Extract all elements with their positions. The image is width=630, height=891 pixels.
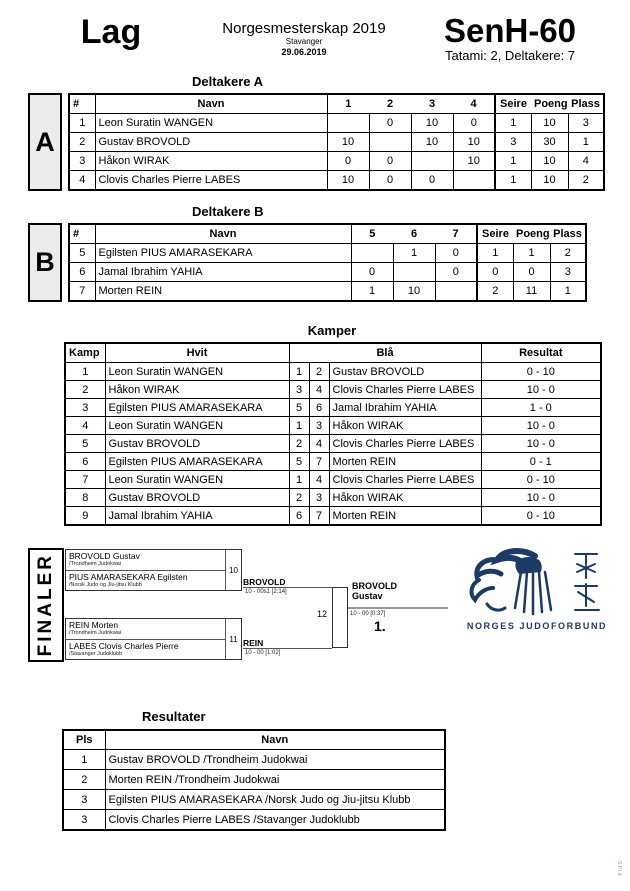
pool-b-block xyxy=(28,223,630,302)
blue-seed-cell: 7 xyxy=(309,453,329,471)
col-navn: Navn xyxy=(95,224,351,244)
score-cell: 10 xyxy=(453,133,495,152)
white-seed-cell: 5 xyxy=(289,453,309,471)
pool-b-title: Deltakere B xyxy=(192,204,264,219)
white-name-cell: Egilsten PIUS AMARASEKARA xyxy=(105,399,289,417)
seire-cell: 1 xyxy=(495,152,531,171)
col-seire: Seire xyxy=(477,224,513,244)
white-name-cell: Gustav BROVOLD xyxy=(105,489,289,507)
col-navn: Navn xyxy=(95,94,327,114)
score-cell xyxy=(351,244,393,263)
blue-seed-cell: 4 xyxy=(309,471,329,489)
blue-seed-cell: 4 xyxy=(309,381,329,399)
match-row xyxy=(65,489,601,507)
place-cell: 1 xyxy=(63,750,105,770)
player-name: LABES Clovis Charles Pierre xyxy=(69,640,179,651)
score-cell xyxy=(327,114,369,133)
match-row xyxy=(65,471,601,489)
pool-a-letter: A xyxy=(28,93,62,191)
col-plass: Plass xyxy=(550,224,586,244)
blue-seed-cell: 3 xyxy=(309,417,329,435)
score-cell: 0 xyxy=(369,171,411,191)
blue-name-cell: Clovis Charles Pierre LABES xyxy=(329,381,481,399)
federation-name: NORGES JUDOFORBUND xyxy=(466,621,608,631)
col-num: # xyxy=(69,224,95,244)
score-cell: 10 xyxy=(411,114,453,133)
col-bla: Blå xyxy=(289,343,481,363)
white-seed-cell: 6 xyxy=(289,507,309,526)
final-match-number: 12 xyxy=(317,609,328,619)
match-row xyxy=(65,399,601,417)
plass-cell: 3 xyxy=(550,263,586,282)
score-cell xyxy=(393,263,435,282)
white-name-cell: Leon Suratin WANGEN xyxy=(105,471,289,489)
table-header-row xyxy=(69,94,604,114)
plass-cell: 2 xyxy=(568,171,604,191)
col-7: 7 xyxy=(435,224,477,244)
name-cell: Clovis Charles Pierre LABES /Stavanger Judoklubb xyxy=(105,810,445,831)
final-connector xyxy=(332,587,348,648)
col-4: 4 xyxy=(453,94,495,114)
score-cell: 10 xyxy=(411,133,453,152)
seire-cell: 2 xyxy=(477,282,513,302)
score-cell: 0 xyxy=(351,263,393,282)
blue-name-cell: Morten REIN xyxy=(329,453,481,471)
match-number: 10 xyxy=(225,550,241,590)
final-winner-name xyxy=(352,581,397,601)
poeng-cell: 30 xyxy=(531,133,568,152)
final-winner-line1: BROVOLD xyxy=(352,581,397,591)
white-seed-cell: 1 xyxy=(289,363,309,381)
score-cell: 0 xyxy=(435,263,477,282)
player-name: REIN Morten xyxy=(69,620,119,630)
result-cell: 0 - 1 xyxy=(481,453,601,471)
pool-b-letter: B xyxy=(28,223,62,302)
pool-a-block xyxy=(28,93,630,191)
blue-name-cell: Morten REIN xyxy=(329,507,481,526)
finals-bracket xyxy=(0,546,630,692)
final-winner-line2: Gustav xyxy=(352,591,383,601)
score-cell: 10 xyxy=(453,152,495,171)
poeng-cell: 11 xyxy=(513,282,550,302)
category-title: SenH-60 xyxy=(443,12,577,49)
name-cell: Morten REIN xyxy=(95,282,351,302)
rank-cell: 4 xyxy=(69,171,95,191)
score-cell xyxy=(435,282,477,302)
semifinal-1-winner: BROVOLD xyxy=(243,573,332,588)
table-row xyxy=(69,171,604,191)
semifinal-1-box xyxy=(65,549,242,591)
col-hvit: Hvit xyxy=(105,343,289,363)
seire-cell: 0 xyxy=(477,263,513,282)
score-cell: 10 xyxy=(327,133,369,152)
table-row xyxy=(69,133,604,152)
kamper-table xyxy=(64,342,602,526)
table-row xyxy=(69,282,586,302)
white-seed-cell: 1 xyxy=(289,471,309,489)
rank-cell: 6 xyxy=(69,263,95,282)
match-row xyxy=(65,507,601,526)
tatami-info: Tatami: 2, Deltakere: 7 xyxy=(444,48,576,63)
white-name-cell: Jamal Ibrahim YAHIA xyxy=(105,507,289,526)
results-table xyxy=(62,729,446,831)
col-poeng: Poeng xyxy=(513,224,550,244)
score-cell: 1 xyxy=(393,244,435,263)
blue-name-cell: Clovis Charles Pierre LABES xyxy=(329,435,481,453)
rank-cell: 1 xyxy=(69,114,95,133)
result-row xyxy=(63,790,445,810)
score-cell: 1 xyxy=(351,282,393,302)
blue-name-cell: Gustav BROVOLD xyxy=(329,363,481,381)
match-row xyxy=(65,417,601,435)
result-cell: 10 - 0 xyxy=(481,381,601,399)
seire-cell: 1 xyxy=(477,244,513,263)
place-cell: 3 xyxy=(63,790,105,810)
category-block xyxy=(412,14,608,64)
federation-logo-block xyxy=(452,546,622,631)
col-5: 5 xyxy=(351,224,393,244)
match-row xyxy=(65,363,601,381)
name-cell: Clovis Charles Pierre LABES xyxy=(95,171,327,191)
result-row xyxy=(63,770,445,790)
score-cell: 0 xyxy=(369,152,411,171)
white-name-cell: Leon Suratin WANGEN xyxy=(105,363,289,381)
name-cell: Morten REIN /Trondheim Judokwai xyxy=(105,770,445,790)
table-header-row xyxy=(63,730,445,750)
page-header xyxy=(0,0,630,64)
semifinal-1-result: 10 - 00s1 [2:14] xyxy=(245,589,287,595)
pool-a-table xyxy=(68,93,605,191)
seire-cell: 3 xyxy=(495,133,531,152)
place-cell: 3 xyxy=(63,810,105,831)
result-row xyxy=(63,750,445,770)
event-name: Norgesmesterskap 2019 xyxy=(222,20,386,37)
finals-label-box xyxy=(28,548,64,662)
result-cell: 10 - 0 xyxy=(481,417,601,435)
seire-cell: 1 xyxy=(495,114,531,133)
name-cell: Håkon WIRAK xyxy=(95,152,327,171)
blue-seed-cell: 4 xyxy=(309,435,329,453)
white-seed-cell: 2 xyxy=(289,435,309,453)
col-kamp: Kamp xyxy=(65,343,105,363)
match-num-cell: 3 xyxy=(65,399,105,417)
col-poeng: Poeng xyxy=(531,94,568,114)
kamper-title: Kamper xyxy=(307,323,357,338)
event-block xyxy=(196,14,412,57)
name-cell: Egilsten PIUS AMARASEKARA xyxy=(95,244,351,263)
score-cell: 0 xyxy=(369,114,411,133)
rank-cell: 7 xyxy=(69,282,95,302)
white-name-cell: Gustav BROVOLD xyxy=(105,435,289,453)
table-row xyxy=(69,114,604,133)
player-name: BROVOLD Gustav xyxy=(69,551,140,561)
score-cell: 10 xyxy=(327,171,369,191)
poeng-cell: 10 xyxy=(531,152,568,171)
player-club: /Trondheim Judokwai xyxy=(69,630,122,636)
match-num-cell: 9 xyxy=(65,507,105,526)
blue-seed-cell: 6 xyxy=(309,399,329,417)
white-name-cell: Håkon WIRAK xyxy=(105,381,289,399)
semifinal-2-result: 10 - 00 [1:02] xyxy=(245,650,281,656)
place-cell: 2 xyxy=(63,770,105,790)
event-city: Stavanger xyxy=(285,37,323,46)
blue-name-cell: Jamal Ibrahim YAHIA xyxy=(329,399,481,417)
white-name-cell: Egilsten PIUS AMARASEKARA xyxy=(105,453,289,471)
result-cell: 10 - 0 xyxy=(481,435,601,453)
col-num: # xyxy=(69,94,95,114)
plass-cell: 3 xyxy=(568,114,604,133)
bracket-player xyxy=(66,619,225,639)
poeng-cell: 0 xyxy=(513,263,550,282)
match-row xyxy=(65,453,601,471)
name-cell: Gustav BROVOLD /Trondheim Judokwai xyxy=(105,750,445,770)
bracket-player xyxy=(66,639,225,660)
blue-name-cell: Håkon WIRAK xyxy=(329,489,481,507)
blue-name-cell: Håkon WIRAK xyxy=(329,417,481,435)
white-seed-cell: 2 xyxy=(289,489,309,507)
first-place-label: 1. xyxy=(374,618,386,634)
score-cell: 10 xyxy=(393,282,435,302)
semifinal-2-box xyxy=(65,618,242,660)
col-pls: Pls xyxy=(63,730,105,750)
name-cell: Egilsten PIUS AMARASEKARA /Norsk Judo og Jiu-jitsu Klubb xyxy=(105,790,445,810)
blue-seed-cell: 3 xyxy=(309,489,329,507)
table-row xyxy=(69,263,586,282)
col-2: 2 xyxy=(369,94,411,114)
result-cell: 0 - 10 xyxy=(481,471,601,489)
table-header-row xyxy=(65,343,601,363)
final-winner-line xyxy=(348,607,448,609)
final-result: 10 - 00 [0:37] xyxy=(350,611,386,617)
table-row xyxy=(69,244,586,263)
match-number: 11 xyxy=(225,619,241,659)
poeng-cell: 10 xyxy=(531,171,568,191)
col-navn: Navn xyxy=(105,730,445,750)
col-seire: Seire xyxy=(495,94,531,114)
result-cell: 10 - 0 xyxy=(481,489,601,507)
blue-seed-cell: 7 xyxy=(309,507,329,526)
plass-cell: 2 xyxy=(550,244,586,263)
player-club: /Norsk Judo og Jiu-jitsu Klubb xyxy=(69,581,142,588)
semifinal-2-winner: REIN xyxy=(243,634,332,649)
white-name-cell: Leon Suratin WANGEN xyxy=(105,417,289,435)
plass-cell: 1 xyxy=(550,282,586,302)
score-cell xyxy=(453,171,495,191)
result-cell: 0 - 10 xyxy=(481,363,601,381)
name-cell: Leon Suratin WANGEN xyxy=(95,114,327,133)
white-seed-cell: 1 xyxy=(289,417,309,435)
match-num-cell: 5 xyxy=(65,435,105,453)
rank-cell: 5 xyxy=(69,244,95,263)
col-plass: Plass xyxy=(568,94,604,114)
plass-cell: 1 xyxy=(568,133,604,152)
rank-cell: 2 xyxy=(69,133,95,152)
name-cell: Jamal Ibrahim YAHIA xyxy=(95,263,351,282)
white-seed-cell: 3 xyxy=(289,381,309,399)
player-name: PIUS AMARASEKARA Egilsten xyxy=(69,571,188,582)
score-cell: 0 xyxy=(411,171,453,191)
match-row xyxy=(65,435,601,453)
bracket-player xyxy=(66,550,225,570)
match-num-cell: 8 xyxy=(65,489,105,507)
player-club: /Stavanger Judoklubb xyxy=(69,650,123,657)
class-title: Lag xyxy=(80,13,142,51)
score-cell: 0 xyxy=(435,244,477,263)
poeng-cell: 10 xyxy=(531,114,568,133)
results-title: Resultater xyxy=(142,709,206,724)
col-3: 3 xyxy=(411,94,453,114)
score-cell xyxy=(411,152,453,171)
match-num-cell: 6 xyxy=(65,453,105,471)
table-header-row xyxy=(69,224,586,244)
plass-cell: 4 xyxy=(568,152,604,171)
name-cell: Gustav BROVOLD xyxy=(95,133,327,152)
col-6: 6 xyxy=(393,224,435,244)
match-num-cell: 7 xyxy=(65,471,105,489)
result-row xyxy=(63,810,445,831)
blue-name-cell: Clovis Charles Pierre LABES xyxy=(329,471,481,489)
watermark-label: S.P.I.d xyxy=(616,860,622,875)
table-row xyxy=(69,152,604,171)
finals-label: FINALER xyxy=(35,553,56,657)
score-cell xyxy=(369,133,411,152)
match-row xyxy=(65,381,601,399)
pool-b-table xyxy=(68,223,587,302)
bracket-player xyxy=(66,570,225,591)
judo-figure-icon xyxy=(457,546,617,618)
white-seed-cell: 5 xyxy=(289,399,309,417)
seire-cell: 1 xyxy=(495,171,531,191)
rank-cell: 3 xyxy=(69,152,95,171)
score-cell: 0 xyxy=(453,114,495,133)
match-num-cell: 1 xyxy=(65,363,105,381)
score-cell: 0 xyxy=(327,152,369,171)
player-club: /Trondheim Judokwai xyxy=(69,561,122,567)
match-num-cell: 4 xyxy=(65,417,105,435)
match-num-cell: 2 xyxy=(65,381,105,399)
event-date: 29.06.2019 xyxy=(281,47,327,57)
pool-a-title: Deltakere A xyxy=(192,74,264,89)
col-1: 1 xyxy=(327,94,369,114)
result-cell: 0 - 10 xyxy=(481,507,601,526)
col-resultat: Resultat xyxy=(481,343,601,363)
poeng-cell: 1 xyxy=(513,244,550,263)
result-cell: 1 - 0 xyxy=(481,399,601,417)
blue-seed-cell: 2 xyxy=(309,363,329,381)
